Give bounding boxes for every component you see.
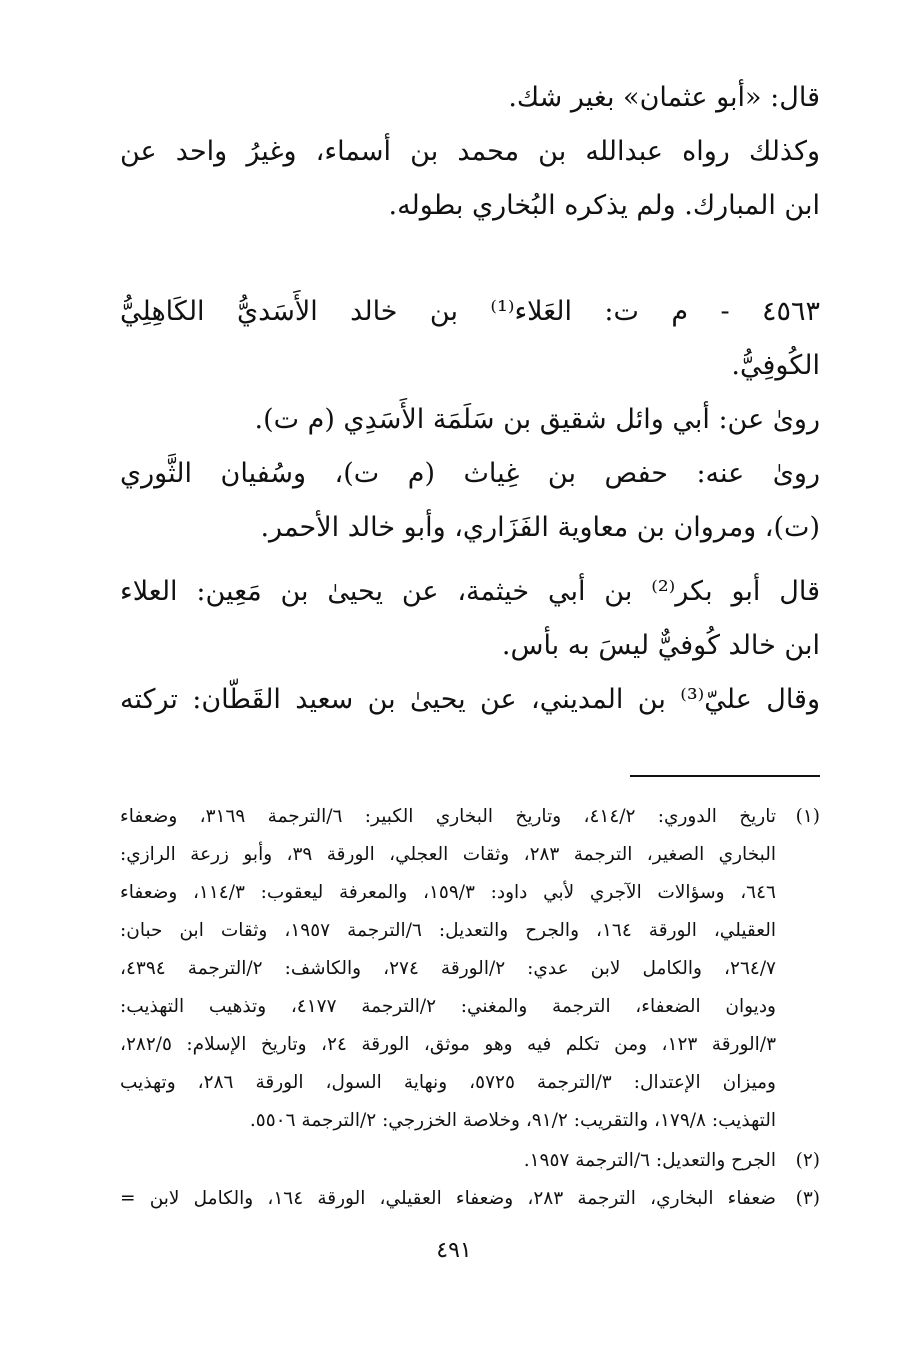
narrated-from-line: روىٰ عن: أبي وائل شقيق بن سَلَمَة الأَسَدِي (م ت). — [254, 404, 820, 435]
quote-line-2: ابن خالد كُوفيٌّ ليسَ به بأس. — [501, 630, 820, 661]
main-line-2: وكذلك رواه عبدالله بن محمد بن أسماء، وغيرُ واحد عن — [120, 136, 820, 167]
page-number: ٤٩١ — [436, 1238, 472, 1263]
footnote-1-line-6: وديوان الضعفاء، الترجمة والمغني: ٢/الترجمة ٤١٧٧، وتذهيب التهذيب: — [120, 996, 776, 1017]
footnote-2-line-1: الجرح والتعديل: ٦/الترجمة ١٩٥٧. — [523, 1150, 776, 1171]
main-line-1: قال: «أبو عثمان» بغير شك. — [508, 82, 820, 113]
entry-heading-line-2: الكُوفِيُّ. — [731, 350, 820, 381]
entry-heading-line-1: ٤٥٦٣ - م ت: العَلاء⁽¹⁾ بن خالد الأَسَديُّ الكَاهِلِيُّ — [120, 296, 820, 327]
footnote-1-line-7: ٣/الورقة ١٢٣، ومن تكلم فيه وهو موثق، الورقة ٢٤، وتاريخ الإسلام: ٢٨٢/٥، — [120, 1034, 776, 1055]
footnote-1-line-3: ٦٤٦، وسؤالات الآجري لأبي داود: ١٥٩/٣، والمعرفة ليعقوب: ١١٤/٣، وضعفاء — [120, 882, 776, 903]
footnote-1-line-2: البخاري الصغير، الترجمة ٢٨٣، وثقات العجلي، الورقة ٣٩، وأبو زرعة الرازي: — [120, 844, 776, 865]
footnote-1-line-8: وميزان الإعتدال: ٣/الترجمة ٥٧٢٥، ونهاية السول، الورقة ٢٨٦، وتهذيب — [120, 1072, 776, 1093]
main-line-3: ابن المبارك. ولم يذكره البُخاري بطوله. — [388, 190, 820, 221]
footnote-separator — [630, 775, 820, 777]
footnote-1-line-1: تاريخ الدوري: ٤١٤/٢، وتاريخ البخاري الكبير: ٦/الترجمة ٣١٦٩، وضعفاء — [120, 806, 776, 827]
quote-line-3: وقال عليّ⁽³⁾ بن المديني، عن يحيىٰ بن سعيد القَطّان: تركته — [120, 684, 821, 715]
footnote-1-line-5: ٢٦٤/٧، والكامل لابن عدي: ٢/الورقة ٢٧٤، والكاشف: ٢/الترجمة ٤٣٩٤، — [120, 958, 776, 979]
quote-line-1: قال أبو بكر⁽²⁾ بن أبي خيثمة، عن يحيىٰ بن مَعِين: العلاء — [120, 576, 820, 607]
narrated-by-line-2: (ت)، ومروان بن معاوية الفَزَاري، وأبو خالد الأحمر. — [260, 512, 820, 543]
footnote-3-line-1: ضعفاء البخاري، الترجمة ٢٨٣، وضعفاء العقيلي، الورقة ١٦٤، والكامل لابن = — [120, 1188, 776, 1209]
narrated-by-line-1: روىٰ عنه: حفص بن غِياث (م ت)، وسُفيان الثَّوري — [120, 458, 820, 489]
footnote-1-line-9: التهذيب: ١٧٩/٨، والتقريب: ٩١/٢، وخلاصة الخزرجي: ٢/الترجمة ٥٥٠٦. — [249, 1110, 776, 1131]
footnote-1-line-4: العقيلي، الورقة ١٦٤، والجرح والتعديل: ٦/الترجمة ١٩٥٧، وثقات ابن حبان: — [120, 920, 776, 941]
footnote-1-number: (١) — [795, 806, 820, 827]
footnote-3-number: (٣) — [795, 1188, 820, 1209]
footnote-2-number: (٢) — [795, 1150, 820, 1171]
